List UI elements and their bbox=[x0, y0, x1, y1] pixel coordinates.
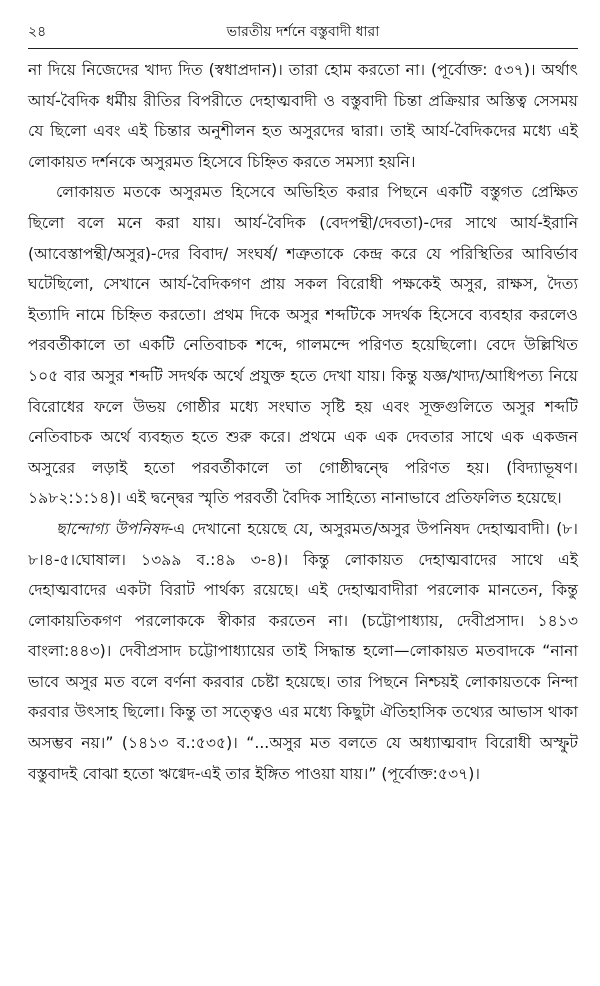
page-header bbox=[28, 14, 578, 49]
body-text bbox=[28, 55, 578, 789]
paragraph-2 bbox=[28, 177, 578, 514]
paragraph-text: লোকায়ত মতকে অসুরমত হিসেবে অভিহিত করার পিছনে একটি বস্তুগত প্রেক্ষিত ছিলো বলে মনে করা যায়। আর্য-বৈদিক (বেদপন্থী/দেবতা)-দের সাথে আর্য-ইরানি (আবেস্তাপন্থী/অসুর)-দের বিবাদ/ সংঘর্ষ/ শত্রুতাকে কেন্দ্র করে যে পরিস্থিতির আবির্ভাব ঘটেছিলো, সেখানে আর্য-বৈদিকগণ প্রায় সকল বিরোধী পক্ষকেই অসুর, রাক্ষস, দৈত্য ইত্যাদি নামে চিহ্নিত করতো। প্রথম দিকে অসুর শব্দটিকে সদর্থক হিসেবে ব্যবহার করলেও পরবর্তীকালে তা একটি নেতিবাচক শব্দে, গালমন্দে পরিণত হয়েছিলো। বেদে উল্লিখিত ১০৫ বার অসুর শব্দটি সদর্থক অর্থে প্রযুক্ত হতে দেখা যায়। কিন্তু যজ্ঞ/খাদ্য/আধিপত্য নিয়ে বিরোধের ফলে উভয় গোষ্ঠীর মধ্যে সংঘাত সৃষ্টি হয় এবং সূক্তগুলিতে অসুর শব্দটি নেতিবাচক অর্থে ব্যবহৃত হতে শুরু করে। প্রথমে এক এক দেবতার সাথে এক একজন অসুরের লড়াই হতো পরবর্তীকালে তা গোষ্ঠীদ্বন্দ্বে পরিণত হয়। (বিদ্যাভূষণ। ১৯৮২:১:১৪)। এই দ্বন্দ্বের স্মৃতি পরবর্তী বৈদিক সাহিত্যে নানাভাবে প্রতিফলিত হয়েছে। bbox=[28, 183, 578, 508]
running-title: ভারতীয় দর্শনে বস্তুবাদী ধারা bbox=[226, 24, 380, 40]
page-number: ২৪ bbox=[28, 24, 47, 40]
paragraph-text: -এ দেখানো হয়েছে যে, অসুরমত/অসুর উপনিষদ দেহাত্মবাদী। (৮।৮।৪-৫।ঘোষাল। ১৩৯৯ ব.:৪৯ ৩-৪)। কিন্তু লোকায়ত দেহাত্মবাদের সাথে এই দেহাত্মবাদের একটা বিরাট পার্থক্য রয়েছে। এই দেহাত্মবাদীরা পরলোক মানতেন, কিন্তু লোকায়তিকগণ পরলোককে স্বীকার করতেন না। (চট্টোপাধ্যায়, দেবীপ্রসাদ। ১৪১৩ বাংলা:৪৪৩)। দেবীপ্রসাদ চট্টোপাধ্যায়ের তাই সিদ্ধান্ত হলো—লোকায়ত মতবাদকে “নানা ভাবে অসুর মত বলে বর্ণনা করবার চেষ্টা হয়েছে। তার পিছনে নিশ্চয়ই লোকায়তকে নিন্দা করবার উৎসাহ ছিলো। কিন্তু তা সত্ত্বেও এর মধ্যে কিছুটা ঐতিহাসিক তথ্যের আভাস থাকা অসম্ভব নয়।” (১৪১৩ ব.:৫৩৫)। “...অসুর মত বলতে যে অধ্যাত্মবাদ বিরোধী অস্ফুট বস্তুবাদই বোঝা হতো ঋগ্বেদ-এই তার ইঙ্গিত পাওয়া যায়।” (পূর্বোক্ত:৫৩৭)। bbox=[28, 519, 578, 783]
paragraph-3 bbox=[28, 514, 578, 789]
paragraph-1 bbox=[28, 55, 578, 177]
italic-book-title: ছান্দোগ্য উপনিষদ bbox=[56, 519, 168, 538]
paragraph-text: না দিয়ে নিজেদের খাদ্য দিত (স্বধাপ্রদান)। তারা হোম করতো না। (পূর্বোক্ত: ৫৩৭)। অর্থাৎ আর্য-বৈদিক ধর্মীয় রীতির বিপরীতে দেহাত্মবাদী ও বস্তুবাদী চিন্তা প্রক্রিয়ার অস্তিত্ব সেসময় যে ছিলো এবং এই চিন্তার অনুশীলন হত অসুরদের দ্বারা। তাই আর্য-বৈদিকদের মধ্যে এই লোকায়ত দর্শনকে অসুরমত হিসেবে চিহ্নিত করতে সমস্যা হয়নি। bbox=[28, 61, 578, 171]
